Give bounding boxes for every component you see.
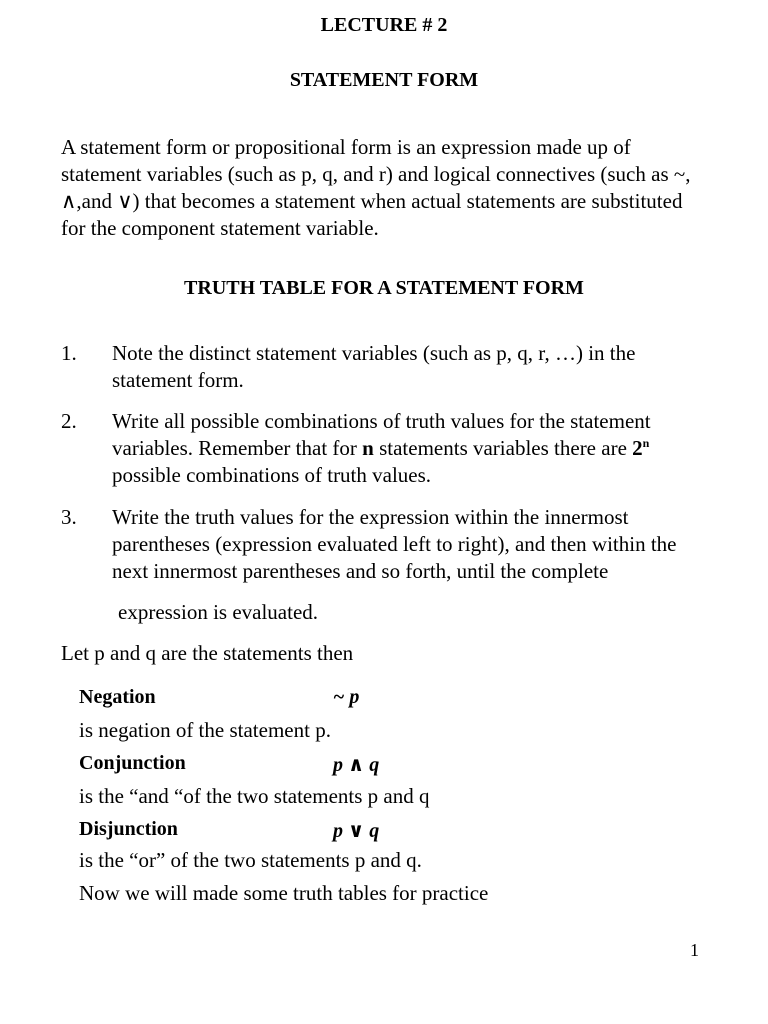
variable-count-n: n [362,436,374,460]
step-continuation: expression is evaluated. [118,600,319,624]
step-line: possible combinations of truth values. [112,463,432,487]
step-line: statement form. [112,368,244,392]
intro-line: for the component statement variable. [61,216,379,240]
connective-symbol: ~ p [333,686,360,708]
connective-symbol: p ∧ q [333,754,380,776]
step-text [112,408,651,489]
connective-description: is negation of the statement p. [79,718,331,742]
intro-paragraph [61,134,751,242]
connective-name: Conjunction [79,752,186,774]
power-base: 2 [632,436,643,460]
intro-line: A statement form or propositional form is an expression made up of [61,135,631,159]
step-text [112,504,677,585]
step-line [112,435,651,462]
page-number: 1 [690,940,699,960]
step-number: 1. [61,341,77,365]
step-line: Note the distinct statement variables (such as p, q, r, …) in the [112,341,636,365]
step-line: Write the truth values for the expression within the innermost [112,505,629,529]
let-line: Let p and q are the statements then [61,641,354,665]
intro-line: ∧,and ∨) that becomes a statement when actual statements are substituted [61,189,683,213]
closing-line: Now we will made some truth tables for practice [79,881,489,905]
power-exponent: n [642,436,650,450]
connective-description: is the “or” of the two statements p and q. [79,848,422,872]
step-line: parentheses (expression evaluated left to right), and then within the [112,532,677,556]
step-text [112,340,635,394]
intro-line: statement variables (such as p, q, and r) and logical connectives (such as ~, [61,162,691,186]
section-title: STATEMENT FORM [289,69,479,91]
step-text-segment: variables. Remember that for [112,436,363,460]
power-of-two [632,436,649,460]
step-number: 3. [61,505,77,529]
step-text-segment: statements variables there are [373,436,633,460]
connective-description: is the “and “of the two statements p and q [79,784,430,808]
step-number: 2. [61,409,77,433]
step-line: next innermost parentheses and so forth, until the complete [112,559,609,583]
connective-name: Disjunction [79,818,178,840]
truth-table-heading: TRUTH TABLE FOR A STATEMENT FORM [184,277,584,299]
connective-name: Negation [79,686,156,708]
connective-symbol: p ∨ q [333,820,380,842]
lecture-title: LECTURE # 2 [320,14,448,36]
step-line: Write all possible combinations of truth values for the statement [112,409,651,433]
